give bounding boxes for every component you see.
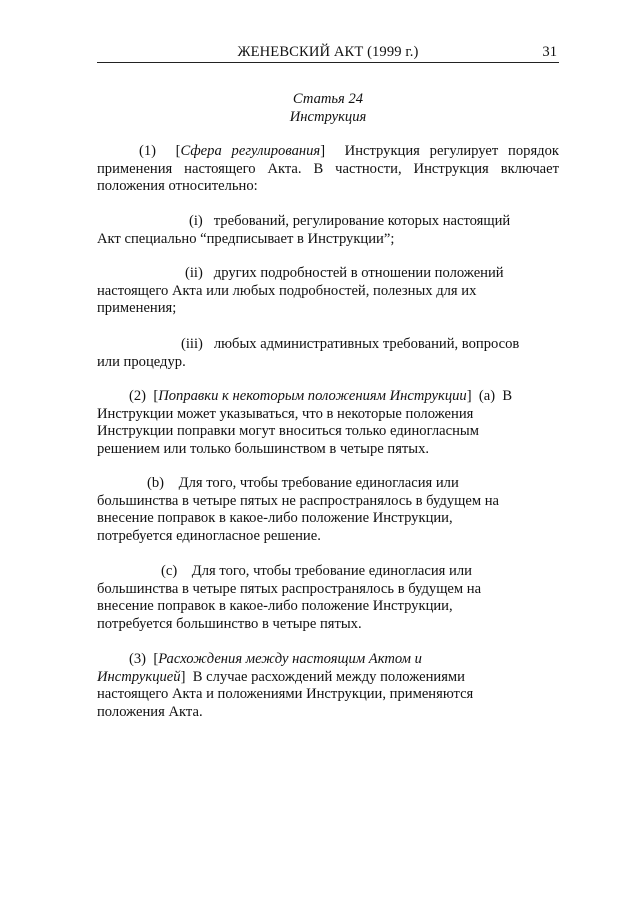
item-b-letter: (b) xyxy=(147,475,165,491)
paragraph-2-line-1: (2) [Поправки к некоторым положениям Инструкции] (a) В xyxy=(129,388,513,404)
paragraph-1-text: Инструкция регулирует порядок xyxy=(344,143,559,159)
item-ii-number: (ii) xyxy=(185,265,203,281)
article-number: Статья 24 xyxy=(292,91,364,107)
paragraph-1 xyxy=(97,143,559,196)
paragraph-1-line-2: применения настоящего Акта. В частности, Инструкция включает xyxy=(97,160,559,177)
item-c-line-1 xyxy=(97,563,559,581)
paragraph-3-number: (3) xyxy=(129,651,147,667)
item-i-line-2: Акт специально “предписывает в Инструкции”; xyxy=(97,230,395,247)
article-title: Инструкция xyxy=(289,109,367,125)
item-ii-line-3: применения; xyxy=(97,300,177,317)
item-c-line-4: потребуется большинство в четыре пятых. xyxy=(97,615,362,632)
page-number: 31 xyxy=(542,44,557,60)
paragraph-2-line-3: Инструкции поправки могут вноситься только единогласным xyxy=(97,423,479,440)
item-i-number: (i) xyxy=(189,213,203,229)
item-ii-text: других подробностей в отношении положений xyxy=(213,265,504,281)
item-i-text: требований, регулирование которых настоящий xyxy=(213,213,511,229)
item-ii xyxy=(97,265,559,318)
paragraph-3-line-2: Инструкцией] В случае расхождений между положениями xyxy=(97,668,465,685)
paragraph-1-heading: Сфера регулирования xyxy=(180,143,321,159)
item-i xyxy=(97,213,559,248)
item-iii-line-2: или процедур. xyxy=(97,353,186,370)
item-b xyxy=(97,475,559,545)
paragraph-2-number: (2) xyxy=(129,388,147,404)
item-iii xyxy=(97,336,559,371)
item-b-line-4: потребуется единогласное решение. xyxy=(97,527,321,544)
running-header xyxy=(97,44,559,63)
item-iii-text: любых административных требований, вопросов xyxy=(213,336,520,352)
item-i-line-1 xyxy=(97,213,559,231)
paragraph-1-line-1: (1) [Сфера регулирования] Инструкция регулирует порядок xyxy=(139,143,559,159)
paragraph-2-heading: Поправки к некоторым положениям Инструкции xyxy=(158,388,467,404)
item-iii-number: (iii) xyxy=(181,336,203,352)
paragraph-2-sub-a: (a) xyxy=(478,388,496,404)
paragraph-2-text: В xyxy=(502,388,513,404)
item-ii-line-1 xyxy=(97,265,559,283)
item-b-line-2: большинства в четыре пятых не распространялось в будущем на xyxy=(97,492,500,509)
paragraph-1-line-3: положения относительно: xyxy=(97,178,258,195)
paragraph-3-line-3: настоящего Акта и положениями Инструкции, применяются xyxy=(97,686,474,703)
paragraph-2-line-2: Инструкции может указываться, что в некоторые положения xyxy=(97,405,474,422)
item-c-text: Для того, чтобы требование единогласия или xyxy=(191,563,472,579)
item-b-line-1 xyxy=(97,475,559,493)
paragraph-1-number: (1) xyxy=(139,143,157,159)
header-title: ЖЕНЕВСКИЙ АКТ (1999 г.) xyxy=(237,44,419,60)
item-c xyxy=(97,563,559,633)
paragraph-3-text: В случае расхождений между положениями xyxy=(192,668,465,685)
paragraph-3-heading-part-2: Инструкцией xyxy=(97,668,181,685)
item-c-line-3: внесение поправок в какое-либо положение Инструкции, xyxy=(97,598,453,615)
paragraph-3-line-1: (3) [Расхождения между настоящим Актом и xyxy=(129,651,422,667)
item-iii-line-1 xyxy=(97,336,559,354)
item-c-line-2: большинства в четыре пятых распространялось в будущем на xyxy=(97,580,482,597)
item-ii-line-2: настоящего Акта или любых подробностей, полезных для их xyxy=(97,282,477,299)
item-b-text: Для того, чтобы требование единогласия или xyxy=(178,475,459,491)
item-b-line-3: внесение поправок в какое-либо положение Инструкции, xyxy=(97,510,453,527)
paragraph-3-line-4: положения Акта. xyxy=(97,703,203,720)
paragraph-2-line-4: решением или только большинством в четыре пятых. xyxy=(97,440,430,457)
paragraph-3 xyxy=(97,651,559,721)
paragraph-3-heading-part-1: Расхождения между настоящим Актом и xyxy=(158,651,422,667)
paragraph-2 xyxy=(97,388,559,458)
item-c-letter: (c) xyxy=(161,563,178,579)
